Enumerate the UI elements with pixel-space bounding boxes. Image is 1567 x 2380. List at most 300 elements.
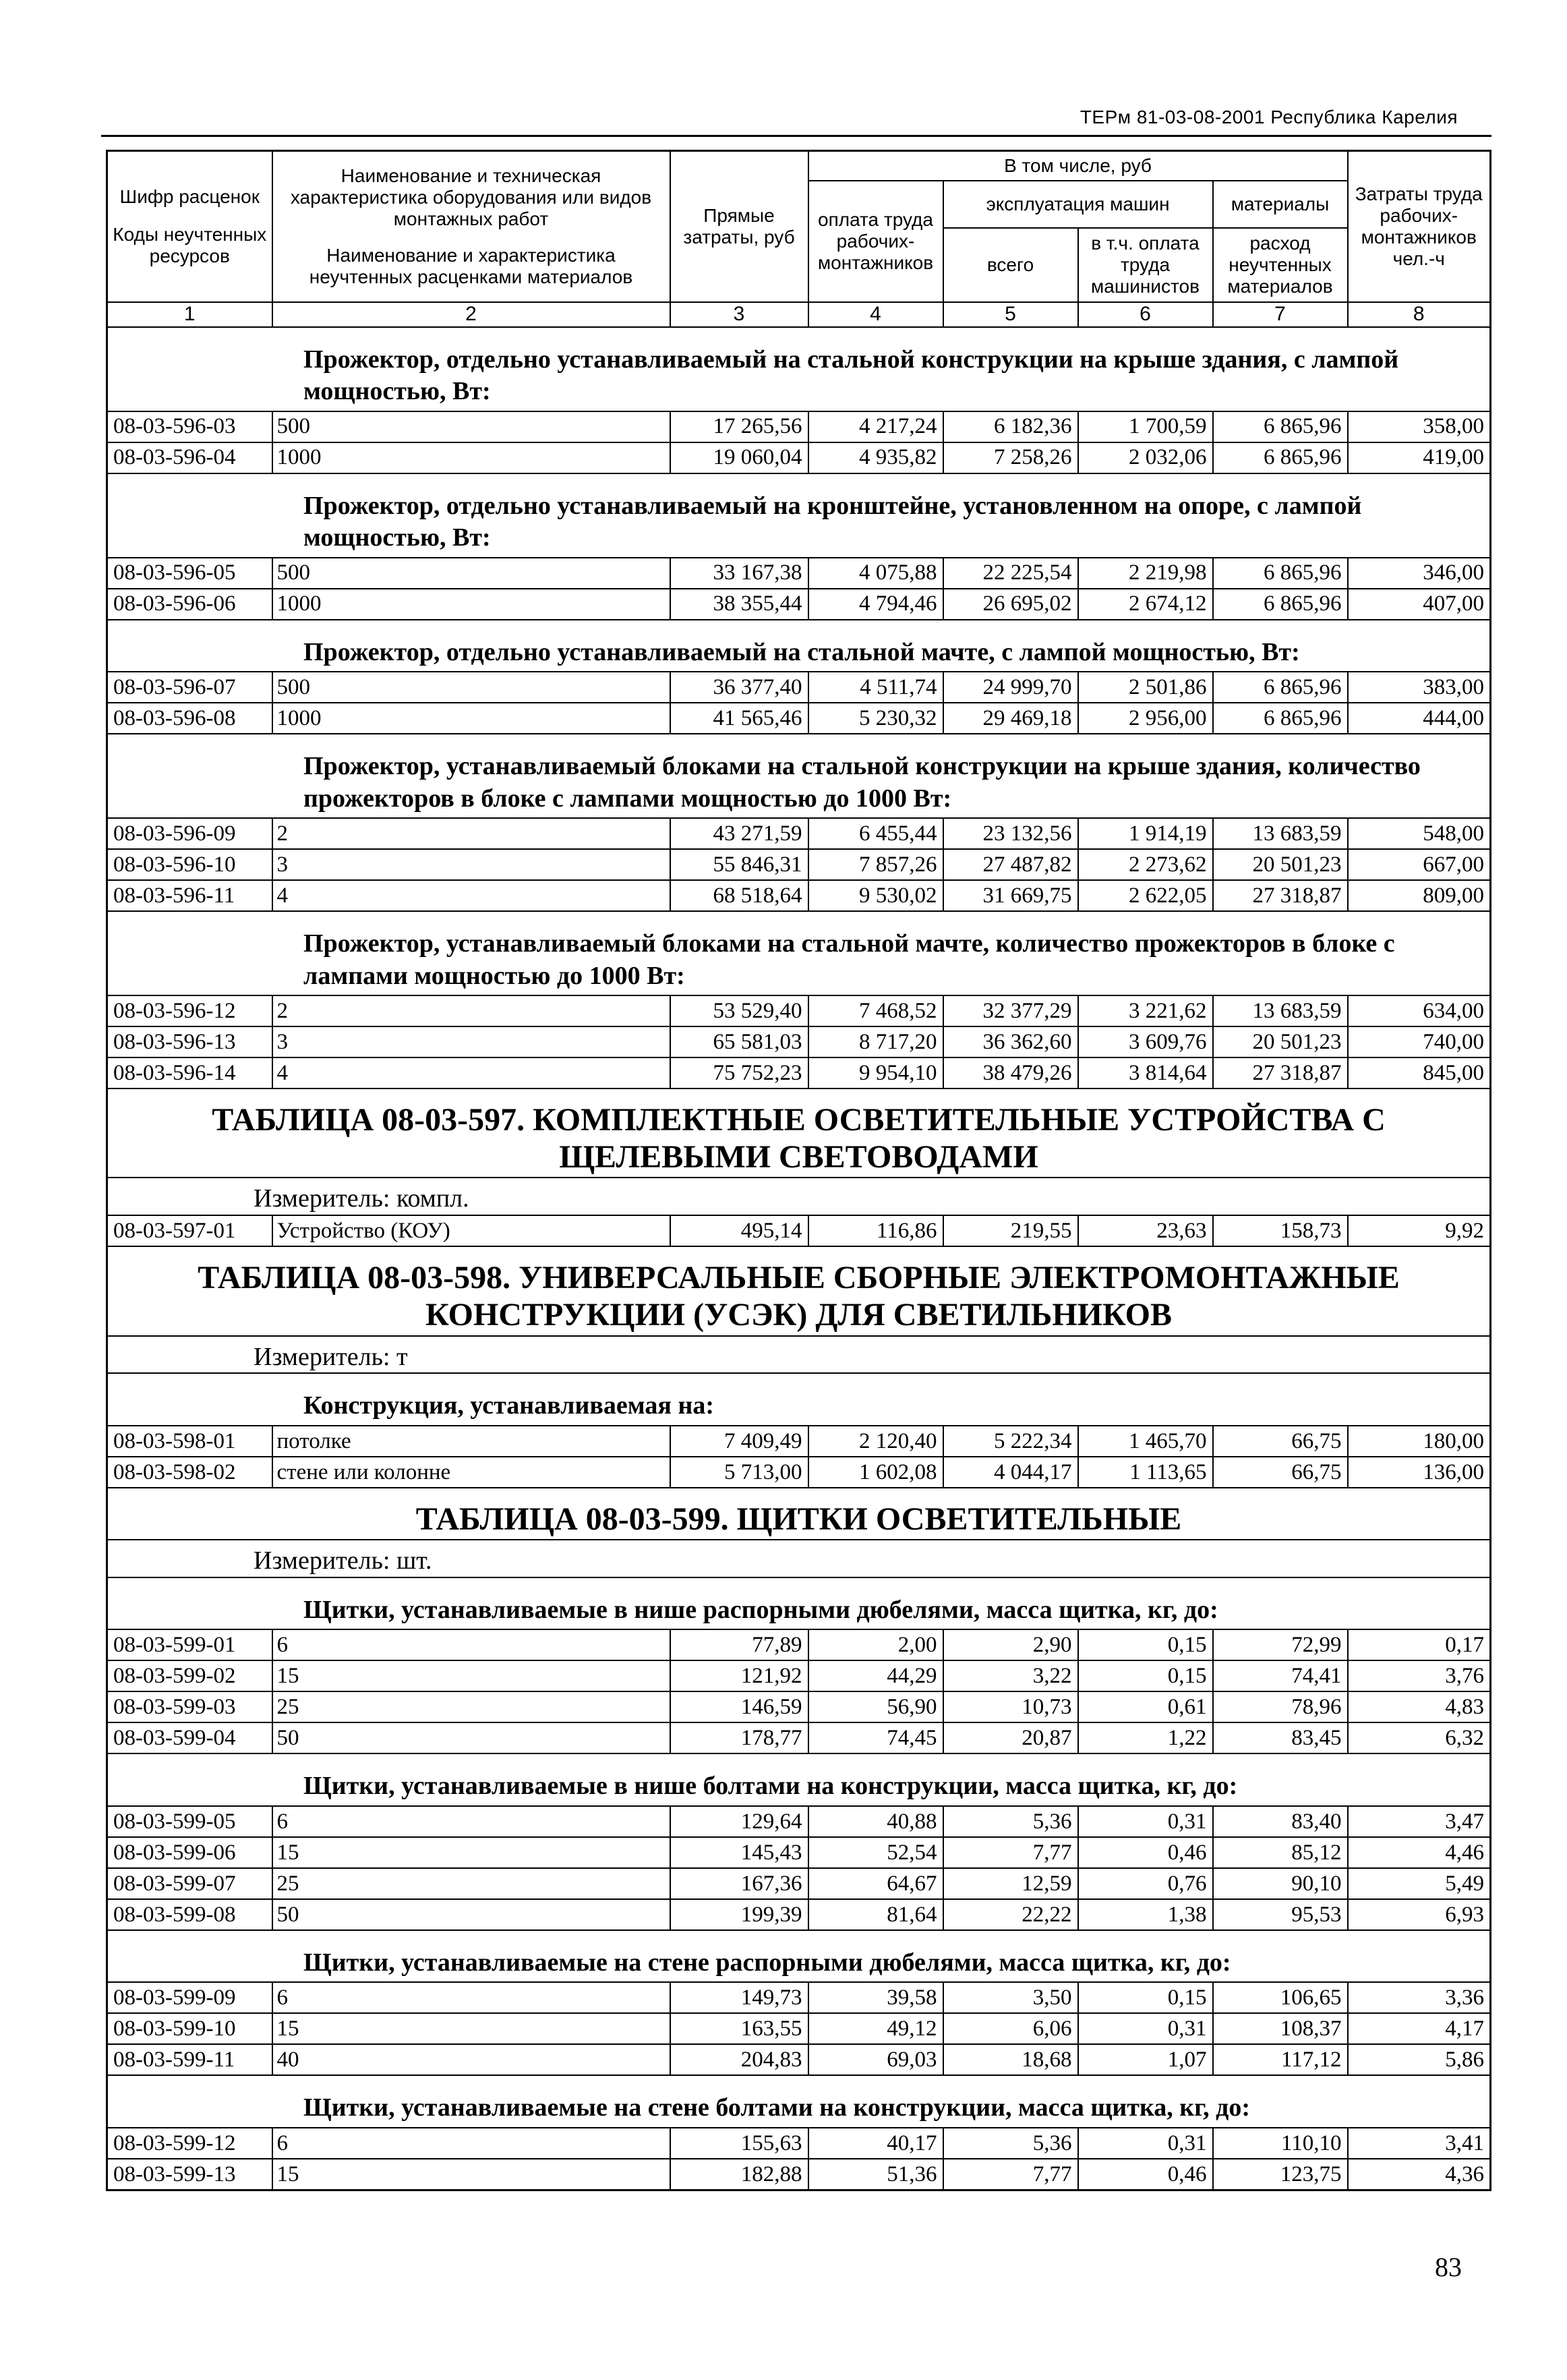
- table-row: [107, 1215, 1491, 1246]
- value-cell: 26 695,02: [943, 589, 1078, 620]
- description-cell: 6: [272, 1806, 670, 1837]
- table-row: [107, 995, 1491, 1026]
- value-cell: 95,53: [1213, 1899, 1348, 1930]
- value-cell: 9 530,02: [808, 880, 943, 911]
- value-cell: 3 814,64: [1078, 1057, 1213, 1089]
- value-cell: 6 865,96: [1213, 558, 1348, 589]
- col-number: 4: [808, 302, 943, 327]
- header-materials: материалы: [1213, 181, 1348, 228]
- rate-code-cell: 08-03-599-12: [107, 2128, 272, 2159]
- value-cell: 110,10: [1213, 2128, 1348, 2159]
- value-cell: 2 622,05: [1078, 880, 1213, 911]
- value-cell: 5,36: [943, 1806, 1078, 1837]
- table-row: [107, 880, 1491, 911]
- section-heading-row: [107, 1753, 1491, 1806]
- rate-code-cell: 08-03-596-05: [107, 558, 272, 589]
- table-row: [107, 2128, 1491, 2159]
- table-row: [107, 849, 1491, 880]
- rate-code-cell: 08-03-599-11: [107, 2044, 272, 2075]
- value-cell: 2 273,62: [1078, 849, 1213, 880]
- header-machine-ops: эксплуатация машин: [943, 181, 1213, 228]
- value-cell: 66,75: [1213, 1457, 1348, 1488]
- table-row: [107, 558, 1491, 589]
- value-cell: 2,00: [808, 1629, 943, 1660]
- value-cell: 129,64: [670, 1806, 808, 1837]
- value-cell: 18,68: [943, 2044, 1078, 2075]
- rate-code-cell: 08-03-596-03: [107, 411, 272, 442]
- value-cell: 2 674,12: [1078, 589, 1213, 620]
- meter-label: Измеритель: шт.: [107, 1540, 1491, 1577]
- value-cell: 5 222,34: [943, 1426, 1078, 1457]
- value-cell: 6 865,96: [1213, 589, 1348, 620]
- section-heading: Щитки, устанавливаемые на стене болтами на конструкции, масса щитка, кг, до:: [107, 2075, 1491, 2128]
- value-cell: 51,36: [808, 2159, 943, 2190]
- header-name-top: Наименование и техническая характеристика оборудования или видов монтажных работ: [290, 165, 652, 229]
- meter-label: Измеритель: т: [107, 1336, 1491, 1374]
- description-cell: 15: [272, 1837, 670, 1868]
- table-title-row: [107, 1246, 1491, 1335]
- table-row: [107, 818, 1491, 849]
- table-row: [107, 1629, 1491, 1660]
- section-heading-row: [107, 620, 1491, 672]
- value-cell: 1 602,08: [808, 1457, 943, 1488]
- value-cell: 178,77: [670, 1722, 808, 1753]
- section-heading: Прожектор, устанавливаемый блоками на стальной конструкции на крыше здания, количество прожекторов в блоке с лампами мощностью до 1000 Вт:: [107, 734, 1491, 818]
- value-cell: 7 857,26: [808, 849, 943, 880]
- description-cell: 50: [272, 1722, 670, 1753]
- value-cell: 407,00: [1348, 589, 1491, 620]
- section-heading-row: [107, 911, 1491, 995]
- table-row: [107, 1426, 1491, 1457]
- col-number: 8: [1348, 302, 1491, 327]
- col-number: 6: [1078, 302, 1213, 327]
- value-cell: 56,90: [808, 1691, 943, 1722]
- description-cell: потолке: [272, 1426, 670, 1457]
- value-cell: 7,77: [943, 1837, 1078, 1868]
- value-cell: 31 669,75: [943, 880, 1078, 911]
- value-cell: 17 265,56: [670, 411, 808, 442]
- description-cell: 1000: [272, 589, 670, 620]
- value-cell: 38 355,44: [670, 589, 808, 620]
- value-cell: 667,00: [1348, 849, 1491, 880]
- value-cell: 20 501,23: [1213, 1026, 1348, 1057]
- rate-code-cell: 08-03-596-14: [107, 1057, 272, 1089]
- header-direct-costs: Прямые затраты, руб: [670, 151, 808, 303]
- value-cell: 383,00: [1348, 672, 1491, 703]
- description-cell: 500: [272, 558, 670, 589]
- value-cell: 1,07: [1078, 2044, 1213, 2075]
- rate-code-cell: 08-03-596-06: [107, 589, 272, 620]
- header-labor-costs: Затраты труда рабочих-монтажников чел.-ч: [1348, 151, 1491, 303]
- value-cell: 6 182,36: [943, 411, 1078, 442]
- value-cell: 419,00: [1348, 442, 1491, 473]
- table-row: [107, 1837, 1491, 1868]
- value-cell: 39,58: [808, 1982, 943, 2013]
- value-cell: 740,00: [1348, 1026, 1491, 1057]
- value-cell: 27 487,82: [943, 849, 1078, 880]
- description-cell: 1000: [272, 442, 670, 473]
- rate-code-cell: 08-03-597-01: [107, 1215, 272, 1246]
- value-cell: 10,73: [943, 1691, 1078, 1722]
- description-cell: 50: [272, 1899, 670, 1930]
- col-number: 7: [1213, 302, 1348, 327]
- value-cell: 6 455,44: [808, 818, 943, 849]
- meter-label: Измеритель: компл.: [107, 1178, 1491, 1215]
- description-cell: 6: [272, 2128, 670, 2159]
- description-cell: Устройство (КОУ): [272, 1215, 670, 1246]
- value-cell: 199,39: [670, 1899, 808, 1930]
- table-header: [107, 151, 1491, 327]
- value-cell: 146,59: [670, 1691, 808, 1722]
- value-cell: 6 865,96: [1213, 411, 1348, 442]
- value-cell: 163,55: [670, 2013, 808, 2044]
- header-machine-total: всего: [943, 228, 1078, 302]
- table-row: [107, 1057, 1491, 1089]
- value-cell: 40,17: [808, 2128, 943, 2159]
- value-cell: 116,86: [808, 1215, 943, 1246]
- value-cell: 75 752,23: [670, 1057, 808, 1089]
- description-cell: 1000: [272, 703, 670, 734]
- value-cell: 7 409,49: [670, 1426, 808, 1457]
- value-cell: 6,93: [1348, 1899, 1491, 1930]
- value-cell: 6,32: [1348, 1722, 1491, 1753]
- value-cell: 38 479,26: [943, 1057, 1078, 1089]
- section-heading: Щитки, устанавливаемые в нише болтами на конструкции, масса щитка, кг, до:: [107, 1753, 1491, 1806]
- value-cell: 12,59: [943, 1868, 1078, 1899]
- value-cell: 49,12: [808, 2013, 943, 2044]
- value-cell: 5 713,00: [670, 1457, 808, 1488]
- description-cell: 25: [272, 1691, 670, 1722]
- value-cell: 2 032,06: [1078, 442, 1213, 473]
- rate-code-cell: 08-03-596-10: [107, 849, 272, 880]
- value-cell: 5,86: [1348, 2044, 1491, 2075]
- description-cell: 6: [272, 1629, 670, 1660]
- value-cell: 40,88: [808, 1806, 943, 1837]
- value-cell: 4,36: [1348, 2159, 1491, 2190]
- value-cell: 219,55: [943, 1215, 1078, 1246]
- value-cell: 158,73: [1213, 1215, 1348, 1246]
- value-cell: 1 465,70: [1078, 1426, 1213, 1457]
- value-cell: 1 113,65: [1078, 1457, 1213, 1488]
- value-cell: 20 501,23: [1213, 849, 1348, 880]
- value-cell: 20,87: [943, 1722, 1078, 1753]
- rate-code-cell: 08-03-599-08: [107, 1899, 272, 1930]
- value-cell: 66,75: [1213, 1426, 1348, 1457]
- value-cell: 52,54: [808, 1837, 943, 1868]
- rate-code-cell: 08-03-599-02: [107, 1660, 272, 1691]
- value-cell: 55 846,31: [670, 849, 808, 880]
- value-cell: 2 956,00: [1078, 703, 1213, 734]
- description-cell: 15: [272, 2013, 670, 2044]
- rate-code-cell: 08-03-599-09: [107, 1982, 272, 2013]
- section-heading: Щитки, устанавливаемые в нише распорными дюбелями, масса щитка, кг, до:: [107, 1577, 1491, 1630]
- table-body: [107, 327, 1491, 2190]
- description-cell: 4: [272, 1057, 670, 1089]
- table-title: ТАБЛИЦА 08-03-598. УНИВЕРСАЛЬНЫЕ СБОРНЫЕ ЭЛЕКТРОМОНТАЖНЫЕ КОНСТРУКЦИИ (УСЭК) ДЛЯ СВЕТИЛЬНИКОВ: [107, 1246, 1491, 1335]
- rate-code-cell: 08-03-596-04: [107, 442, 272, 473]
- header-rule: [101, 135, 1491, 137]
- value-cell: 0,61: [1078, 1691, 1213, 1722]
- value-cell: 155,63: [670, 2128, 808, 2159]
- value-cell: 33 167,38: [670, 558, 808, 589]
- value-cell: 167,36: [670, 1868, 808, 1899]
- table-title-row: [107, 1488, 1491, 1540]
- value-cell: 81,64: [808, 1899, 943, 1930]
- description-cell: 40: [272, 2044, 670, 2075]
- section-heading-row: [107, 327, 1491, 411]
- value-cell: 13 683,59: [1213, 818, 1348, 849]
- value-cell: 74,41: [1213, 1660, 1348, 1691]
- value-cell: 65 581,03: [670, 1026, 808, 1057]
- value-cell: 22 225,54: [943, 558, 1078, 589]
- rate-code-cell: 08-03-599-13: [107, 2159, 272, 2190]
- table-row: [107, 1982, 1491, 2013]
- section-heading-row: [107, 1930, 1491, 1983]
- value-cell: 4 217,24: [808, 411, 943, 442]
- value-cell: 106,65: [1213, 1982, 1348, 2013]
- value-cell: 2 120,40: [808, 1426, 943, 1457]
- header-labor-pay: оплата труда рабочих-монтажников: [808, 181, 943, 302]
- value-cell: 78,96: [1213, 1691, 1348, 1722]
- value-cell: 4,46: [1348, 1837, 1491, 1868]
- rate-code-cell: 08-03-596-08: [107, 703, 272, 734]
- value-cell: 4,17: [1348, 2013, 1491, 2044]
- rate-code-cell: 08-03-598-02: [107, 1457, 272, 1488]
- table-row: [107, 1660, 1491, 1691]
- value-cell: 41 565,46: [670, 703, 808, 734]
- value-cell: 136,00: [1348, 1457, 1491, 1488]
- value-cell: 4 044,17: [943, 1457, 1078, 1488]
- rate-code-cell: 08-03-599-05: [107, 1806, 272, 1837]
- value-cell: 68 518,64: [670, 880, 808, 911]
- value-cell: 72,99: [1213, 1629, 1348, 1660]
- table-row: [107, 1868, 1491, 1899]
- description-cell: 3: [272, 849, 670, 880]
- value-cell: 2 219,98: [1078, 558, 1213, 589]
- rate-code-cell: 08-03-596-11: [107, 880, 272, 911]
- section-heading: Конструкция, устанавливаемая на:: [107, 1373, 1491, 1426]
- col-number: 2: [272, 302, 670, 327]
- section-heading-row: [107, 1577, 1491, 1630]
- value-cell: 0,31: [1078, 1806, 1213, 1837]
- table-row: [107, 1026, 1491, 1057]
- value-cell: 3,47: [1348, 1806, 1491, 1837]
- value-cell: 5,36: [943, 2128, 1078, 2159]
- table-row: [107, 672, 1491, 703]
- section-heading-row: [107, 734, 1491, 818]
- value-cell: 358,00: [1348, 411, 1491, 442]
- value-cell: 4 075,88: [808, 558, 943, 589]
- rate-code-cell: 08-03-598-01: [107, 1426, 272, 1457]
- value-cell: 0,31: [1078, 2128, 1213, 2159]
- value-cell: 0,15: [1078, 1660, 1213, 1691]
- description-cell: 4: [272, 880, 670, 911]
- value-cell: 23,63: [1078, 1215, 1213, 1246]
- rates-table: [106, 150, 1491, 2191]
- rate-code-cell: 08-03-596-12: [107, 995, 272, 1026]
- description-cell: 500: [272, 672, 670, 703]
- col-number: 5: [943, 302, 1078, 327]
- value-cell: 548,00: [1348, 818, 1491, 849]
- value-cell: 90,10: [1213, 1868, 1348, 1899]
- rate-code-cell: 08-03-596-09: [107, 818, 272, 849]
- rate-code-cell: 08-03-596-07: [107, 672, 272, 703]
- header-name: [272, 151, 670, 303]
- rate-code-cell: 08-03-599-06: [107, 1837, 272, 1868]
- table-title-row: [107, 1089, 1491, 1178]
- description-cell: стене или колонне: [272, 1457, 670, 1488]
- value-cell: 83,45: [1213, 1722, 1348, 1753]
- header-name-bottom: Наименование и характеристика неучтенных расценками материалов: [309, 245, 633, 288]
- value-cell: 0,46: [1078, 2159, 1213, 2190]
- table-row: [107, 1899, 1491, 1930]
- value-cell: 4 511,74: [808, 672, 943, 703]
- description-cell: 15: [272, 2159, 670, 2190]
- value-cell: 83,40: [1213, 1806, 1348, 1837]
- table-row: [107, 2044, 1491, 2075]
- value-cell: 29 469,18: [943, 703, 1078, 734]
- table-row: [107, 589, 1491, 620]
- value-cell: 6,06: [943, 2013, 1078, 2044]
- meter-row: [107, 1540, 1491, 1577]
- table-row: [107, 1457, 1491, 1488]
- value-cell: 24 999,70: [943, 672, 1078, 703]
- rate-code-cell: 08-03-599-07: [107, 1868, 272, 1899]
- value-cell: 2,90: [943, 1629, 1078, 1660]
- section-heading-row: [107, 473, 1491, 558]
- value-cell: 7 468,52: [808, 995, 943, 1026]
- header-column-numbers: [107, 302, 1491, 327]
- col-number: 3: [670, 302, 808, 327]
- value-cell: 27 318,87: [1213, 1057, 1348, 1089]
- value-cell: 182,88: [670, 2159, 808, 2190]
- meter-row: [107, 1336, 1491, 1374]
- value-cell: 180,00: [1348, 1426, 1491, 1457]
- value-cell: 44,29: [808, 1660, 943, 1691]
- table-row: [107, 2159, 1491, 2190]
- value-cell: 3,50: [943, 1982, 1078, 2013]
- table-row: [107, 1722, 1491, 1753]
- value-cell: 3 221,62: [1078, 995, 1213, 1026]
- value-cell: 3,41: [1348, 2128, 1491, 2159]
- rate-code-cell: 08-03-596-13: [107, 1026, 272, 1057]
- value-cell: 0,76: [1078, 1868, 1213, 1899]
- value-cell: 53 529,40: [670, 995, 808, 1026]
- value-cell: 634,00: [1348, 995, 1491, 1026]
- value-cell: 0,15: [1078, 1982, 1213, 2013]
- value-cell: 4 794,46: [808, 589, 943, 620]
- page-header: ТЕРм 81-03-08-2001 Республика Карелия: [1080, 107, 1458, 127]
- col-number: 1: [107, 302, 272, 327]
- value-cell: 43 271,59: [670, 818, 808, 849]
- table-row: [107, 411, 1491, 442]
- value-cell: 0,31: [1078, 2013, 1213, 2044]
- value-cell: 7 258,26: [943, 442, 1078, 473]
- value-cell: 346,00: [1348, 558, 1491, 589]
- value-cell: 495,14: [670, 1215, 808, 1246]
- value-cell: 3,22: [943, 1660, 1078, 1691]
- value-cell: 1 914,19: [1078, 818, 1213, 849]
- value-cell: 74,45: [808, 1722, 943, 1753]
- value-cell: 204,83: [670, 2044, 808, 2075]
- value-cell: 1,22: [1078, 1722, 1213, 1753]
- value-cell: 3 609,76: [1078, 1026, 1213, 1057]
- value-cell: 9 954,10: [808, 1057, 943, 1089]
- value-cell: 4,83: [1348, 1691, 1491, 1722]
- description-cell: 6: [272, 1982, 670, 2013]
- table-title: ТАБЛИЦА 08-03-597. КОМПЛЕКТНЫЕ ОСВЕТИТЕЛЬНЫЕ УСТРОЙСТВА С ЩЕЛЕВЫМИ СВЕТОВОДАМИ: [107, 1089, 1491, 1178]
- meter-row: [107, 1178, 1491, 1215]
- page-number: 83: [1435, 2252, 1462, 2282]
- section-heading: Прожектор, устанавливаемый блоками на стальной мачте, количество прожекторов в блоке с лампами мощностью до 1000 Вт:: [107, 911, 1491, 995]
- rate-code-cell: 08-03-599-10: [107, 2013, 272, 2044]
- header-code-top: Шифр расценок: [119, 185, 260, 207]
- value-cell: 5 230,32: [808, 703, 943, 734]
- value-cell: 36 362,60: [943, 1026, 1078, 1057]
- value-cell: 3,76: [1348, 1660, 1491, 1691]
- value-cell: 2 501,86: [1078, 672, 1213, 703]
- description-cell: 15: [272, 1660, 670, 1691]
- value-cell: 1,38: [1078, 1899, 1213, 1930]
- header-machinist-pay: в т.ч. оплата труда машинистов: [1078, 228, 1213, 302]
- value-cell: 9,92: [1348, 1215, 1491, 1246]
- value-cell: 64,67: [808, 1868, 943, 1899]
- description-cell: 2: [272, 995, 670, 1026]
- value-cell: 123,75: [1213, 2159, 1348, 2190]
- table-row: [107, 2013, 1491, 2044]
- header-materials-uncounted: расход неучтенных материалов: [1213, 228, 1348, 302]
- table-row: [107, 703, 1491, 734]
- value-cell: 117,12: [1213, 2044, 1348, 2075]
- value-cell: 149,73: [670, 1982, 808, 2013]
- rate-code-cell: 08-03-599-01: [107, 1629, 272, 1660]
- value-cell: 444,00: [1348, 703, 1491, 734]
- value-cell: 22,22: [943, 1899, 1078, 1930]
- value-cell: 0,46: [1078, 1837, 1213, 1868]
- value-cell: 27 318,87: [1213, 880, 1348, 911]
- description-cell: 500: [272, 411, 670, 442]
- description-cell: 25: [272, 1868, 670, 1899]
- value-cell: 5,49: [1348, 1868, 1491, 1899]
- section-heading: Прожектор, отдельно устанавливаемый на стальной конструкции на крыше здания, с лампой мощностью, Вт:: [107, 327, 1491, 411]
- value-cell: 0,17: [1348, 1629, 1491, 1660]
- value-cell: 108,37: [1213, 2013, 1348, 2044]
- table-row: [107, 1691, 1491, 1722]
- value-cell: 77,89: [670, 1629, 808, 1660]
- value-cell: 85,12: [1213, 1837, 1348, 1868]
- value-cell: 121,92: [670, 1660, 808, 1691]
- value-cell: 23 132,56: [943, 818, 1078, 849]
- value-cell: 6 865,96: [1213, 442, 1348, 473]
- value-cell: 6 865,96: [1213, 703, 1348, 734]
- value-cell: 809,00: [1348, 880, 1491, 911]
- description-cell: 3: [272, 1026, 670, 1057]
- section-heading-row: [107, 1373, 1491, 1426]
- table-row: [107, 1806, 1491, 1837]
- rate-code-cell: 08-03-599-04: [107, 1722, 272, 1753]
- value-cell: 13 683,59: [1213, 995, 1348, 1026]
- header-code: [107, 151, 272, 303]
- description-cell: 2: [272, 818, 670, 849]
- value-cell: 8 717,20: [808, 1026, 943, 1057]
- value-cell: 69,03: [808, 2044, 943, 2075]
- value-cell: 4 935,82: [808, 442, 943, 473]
- value-cell: 36 377,40: [670, 672, 808, 703]
- header-code-bottom: Коды неучтенных ресурсов: [113, 223, 267, 267]
- section-heading: Прожектор, отдельно устанавливаемый на кронштейне, установленном на опоре, с лампой мощностью, Вт:: [107, 473, 1491, 558]
- value-cell: 3,36: [1348, 1982, 1491, 2013]
- value-cell: 19 060,04: [670, 442, 808, 473]
